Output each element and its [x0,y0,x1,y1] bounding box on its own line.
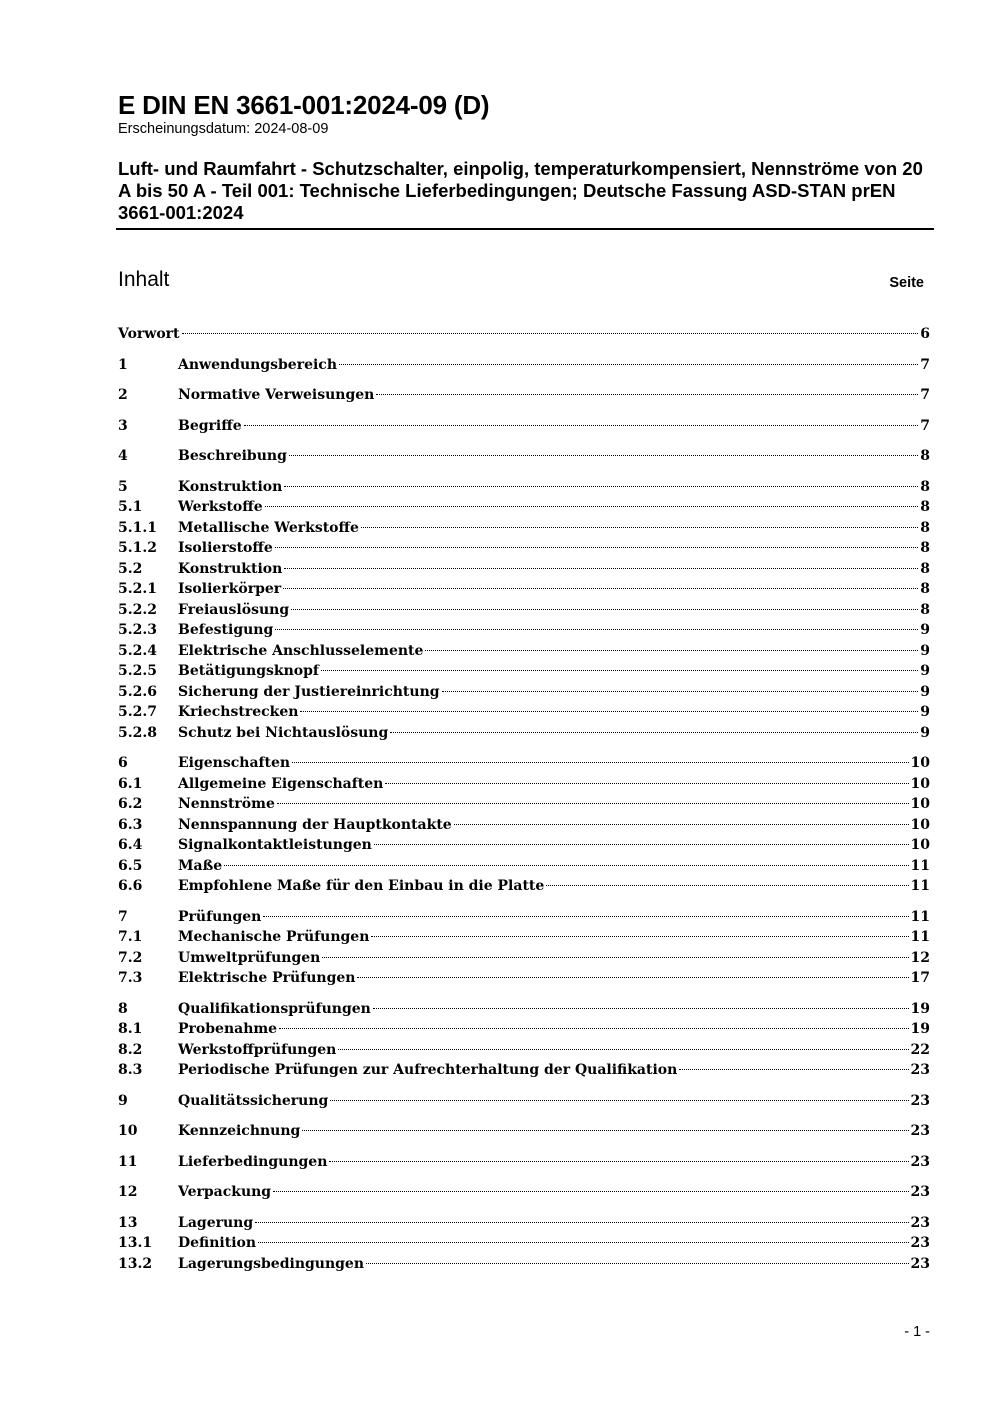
toc-entry-number: 5.2.5 [118,663,157,679]
toc-entry[interactable] [118,1091,930,1112]
toc-entry-title[interactable]: Konstruktion [178,478,283,495]
toc-entry[interactable] [118,1233,930,1254]
toc-entry-number: 7 [118,908,128,925]
toc-dot-leader [321,670,918,671]
toc-dot-leader [277,803,909,804]
toc-entry-title[interactable]: Beschreibung [178,448,287,464]
toc-entry-page[interactable]: 8 [920,601,930,618]
toc-entry-page[interactable]: 6 [920,326,930,342]
toc-entry-page[interactable]: 9 [920,622,930,638]
toc-entry-page[interactable]: 23 [910,1255,930,1272]
toc-entry[interactable] [118,385,930,406]
toc-entry-title[interactable]: Definition [178,1235,257,1251]
toc-entry-title[interactable]: Prüfungen [178,908,262,925]
toc-dot-leader [338,1049,908,1050]
toc-entry-page[interactable]: 11 [910,908,930,925]
toc-entry-page[interactable]: 23 [910,1062,930,1078]
toc-entry-title[interactable]: Umweltprüfungen [178,949,321,966]
toc-entry[interactable] [118,559,930,580]
toc-entry-title[interactable]: Elektrische Prüfungen [178,970,356,986]
toc-dot-leader [244,425,919,426]
toc-entry-title[interactable]: Freiauslösung [178,601,290,618]
toc-entry-number: 6.3 [118,816,143,833]
toc-entry-page[interactable]: 8 [920,540,930,556]
toc-entry-page[interactable]: 10 [910,837,930,853]
toc-entry-page[interactable]: 11 [910,878,930,894]
toc-dot-leader [273,1191,908,1192]
toc-entry-number: 5.2.6 [118,683,157,700]
toc-entry-title[interactable]: Isolierstoffe [178,540,273,556]
toc-entry[interactable] [118,1254,930,1275]
toc-entry-title[interactable]: Vorwort [118,326,180,342]
toc-dot-leader [300,711,918,712]
issue-date: Erscheinungsdatum: 2024-08-09 [118,121,329,137]
page-column-label: Seite [889,275,924,291]
toc-entry-title[interactable]: Verpackung [178,1184,272,1200]
toc-entry-number: 5.2 [118,560,143,577]
toc-entry-number: 5.2.1 [118,581,157,597]
toc-entry-page[interactable]: 23 [910,1235,930,1251]
toc-entry[interactable] [118,968,930,989]
table-of-contents [118,324,930,1274]
toc-entry[interactable] [118,497,930,518]
toc-entry-page[interactable]: 23 [910,1123,930,1139]
toc-dot-leader [373,1008,909,1009]
toc-entry[interactable] [118,856,930,877]
toc-entry-page[interactable]: 23 [910,1153,930,1170]
toc-dot-leader [679,1069,908,1070]
toc-entry[interactable] [118,948,930,969]
toc-entry-title[interactable]: Nennspannung der Hauptkontakte [178,816,452,833]
toc-entry[interactable] [118,794,930,815]
toc-dot-leader [182,333,919,334]
toc-entry-title[interactable]: Begriffe [178,417,242,434]
document-id: E DIN EN 3661-001:2024-09 (D) [118,90,490,120]
toc-dot-leader [454,824,909,825]
toc-entry-number: 5.2.2 [118,601,157,618]
toc-dot-leader [284,486,918,487]
toc-entry[interactable] [118,1040,930,1061]
toc-entry[interactable] [118,661,930,682]
toc-entry-number: 9 [118,1092,128,1109]
toc-entry-number: 3 [118,417,128,434]
toc-dot-leader [322,957,908,958]
toc-entry-page[interactable]: 8 [920,560,930,577]
toc-entry-page[interactable]: 7 [920,417,930,434]
toc-entry-page[interactable]: 9 [920,663,930,679]
toc-dot-leader [546,885,908,886]
toc-entry[interactable] [118,620,930,641]
toc-entry-number: 13.1 [118,1235,153,1251]
toc-entry-number: 6.1 [118,775,143,792]
toc-entry-number: 5 [118,478,128,495]
toc-dot-leader [339,364,918,365]
toc-dot-leader [442,691,919,692]
toc-entry-page[interactable]: 19 [910,1000,930,1017]
toc-entry-page[interactable]: 23 [910,1184,930,1200]
toc-entry-page[interactable]: 11 [910,857,930,874]
toc-entry-number: 8.3 [118,1062,143,1078]
toc-entry-title[interactable]: Normative Verweisungen [178,387,375,403]
toc-entry-title[interactable]: Schutz bei Nichtauslösung [178,724,389,741]
toc-entry-number: 6.2 [118,796,143,812]
toc-dot-leader [275,629,918,630]
toc-entry[interactable] [118,774,930,795]
toc-entry[interactable] [118,324,930,345]
toc-entry-title[interactable]: Allgemeine Eigenschaften [178,775,384,792]
toc-entry[interactable] [118,753,930,774]
toc-entry[interactable] [118,1019,930,1040]
toc-entry-title[interactable]: Mechanische Prüfungen [178,929,370,945]
toc-entry-title[interactable]: Maße [178,857,223,874]
toc-entry-number: 6 [118,755,128,771]
toc-dot-leader [258,1242,908,1243]
toc-entry-number: 5.2.8 [118,724,157,741]
toc-entry[interactable] [118,579,930,600]
toc-entry-title[interactable]: Metallische Werkstoffe [178,519,359,536]
toc-entry[interactable] [118,876,930,897]
toc-entry-title[interactable]: Isolierkörper [178,581,282,597]
toc-entry-page[interactable]: 10 [910,816,930,833]
contents-heading: Inhalt [118,268,170,291]
toc-entry-page[interactable]: 7 [920,356,930,373]
toc-entry[interactable] [118,927,930,948]
toc-entry-number: 12 [118,1184,138,1200]
toc-entry-page[interactable]: 8 [920,581,930,597]
toc-entry-number: 4 [118,448,128,464]
toc-entry[interactable] [118,702,930,723]
toc-entry-number: 1 [118,356,128,373]
toc-entry[interactable] [118,835,930,856]
toc-entry[interactable] [118,1121,930,1142]
toc-dot-leader [265,506,919,507]
toc-entry-page[interactable]: 8 [920,499,930,515]
toc-entry-number: 5.1 [118,499,143,515]
toc-entry-number: 8 [118,1000,128,1017]
toc-entry-title[interactable]: Werkstoffprüfungen [178,1041,337,1058]
toc-dot-leader [390,732,918,733]
toc-entry-page[interactable]: 8 [920,448,930,464]
toc-entry[interactable] [118,416,930,437]
toc-entry-title[interactable]: Betätigungsknopf [178,663,319,679]
toc-entry-number: 13 [118,1214,138,1231]
toc-entry-number: 11 [118,1153,138,1170]
toc-entry-number: 8.2 [118,1041,143,1058]
toc-entry-number: 5.2.3 [118,622,157,638]
toc-entry-number: 7.2 [118,949,143,966]
toc-entry-title[interactable]: Qualitätssicherung [178,1092,329,1109]
toc-entry-title[interactable]: Anwendungsbereich [178,356,337,373]
toc-entry-page[interactable]: 23 [910,1214,930,1231]
toc-entry[interactable] [118,1213,930,1234]
toc-entry-page[interactable]: 8 [920,519,930,536]
toc-dot-leader [224,865,908,866]
toc-entry-title[interactable]: Sicherung der Justiereinrichtung [178,683,440,700]
toc-entry[interactable] [118,518,930,539]
toc-entry[interactable] [118,723,930,744]
toc-entry-number: 6.5 [118,857,143,874]
toc-entry[interactable] [118,907,930,928]
toc-dot-leader [330,1100,908,1101]
toc-entry-title[interactable]: Eigenschaften [178,755,291,771]
toc-entry-title[interactable]: Periodische Prüfungen zur Aufrechterhaltung der Qualifikation [178,1062,678,1078]
toc-entry-title[interactable]: Nennströme [178,796,275,812]
toc-entry-title[interactable]: Qualifikationsprüfungen [178,1000,371,1017]
toc-entry[interactable] [118,999,930,1020]
toc-entry-title[interactable]: Probenahme [178,1021,278,1037]
toc-entry-title[interactable]: Signalkontaktleistungen [178,837,372,853]
toc-dot-leader [374,844,909,845]
toc-entry-page[interactable]: 17 [910,970,930,986]
toc-dot-leader [283,588,918,589]
toc-dot-leader [279,1028,908,1029]
toc-entry-number: 2 [118,387,128,403]
toc-entry-number: 10 [118,1123,138,1139]
toc-entry-title[interactable]: Kennzeichnung [178,1123,301,1139]
toc-entry-title[interactable]: Empfohlene Maße für den Einbau in die Platte [178,878,545,894]
toc-entry-number: 6.4 [118,837,143,853]
toc-entry-number: 8.1 [118,1021,143,1037]
toc-entry[interactable] [118,1060,930,1081]
toc-entry-title[interactable]: Lagerungsbedingungen [178,1255,365,1272]
toc-entry-page[interactable]: 10 [910,775,930,792]
toc-entry-page[interactable]: 9 [920,724,930,741]
toc-entry-number: 6.6 [118,878,143,894]
toc-dot-leader [425,650,918,651]
toc-dot-leader [376,394,918,395]
toc-entry-title[interactable]: Elektrische Anschlusselemente [178,642,424,659]
toc-entry-title[interactable]: Konstruktion [178,560,283,577]
toc-dot-leader [366,1263,908,1264]
toc-entry[interactable] [118,600,930,621]
toc-entry[interactable] [118,477,930,498]
page-number: - 1 - [904,1324,930,1340]
toc-dot-leader [284,568,918,569]
toc-entry-page[interactable]: 12 [910,949,930,966]
toc-dot-leader [371,936,908,937]
toc-dot-leader [357,977,908,978]
toc-entry-number: 7.1 [118,929,143,945]
toc-dot-leader [275,547,918,548]
toc-entry[interactable] [118,815,930,836]
toc-entry-title[interactable]: Lieferbedingungen [178,1153,328,1170]
toc-dot-leader [292,762,908,763]
toc-entry-page[interactable]: 19 [910,1021,930,1037]
toc-entry[interactable] [118,1182,930,1203]
toc-entry-page[interactable]: 10 [910,796,930,812]
title-rule [116,228,934,230]
toc-entry-page[interactable]: 9 [920,704,930,720]
document-title: Luft- und Raumfahrt - Schutzschalter, einpolig, temperaturkompensiert, Nennströme von 20 A bis 50 A - Teil 001: Technische Lieferbedingungen; Deutsche Fassung ASD-STAN prEN 3661-001:2024 [118,158,923,223]
toc-entry-page[interactable]: 23 [910,1092,930,1109]
toc-entry[interactable] [118,446,930,467]
toc-entry-number: 7.3 [118,970,143,986]
toc-entry-page[interactable]: 22 [910,1041,930,1058]
toc-entry-number: 5.1.1 [118,519,157,536]
toc-entry[interactable] [118,641,930,662]
toc-dot-leader [291,609,918,610]
toc-entry[interactable] [118,538,930,559]
toc-entry[interactable] [118,682,930,703]
toc-entry-title[interactable]: Lagerung [178,1214,254,1231]
toc-entry-title[interactable]: Kriechstrecken [178,704,299,720]
toc-entry-number: 5.1.2 [118,540,157,556]
toc-entry-page[interactable]: 7 [920,387,930,403]
toc-dot-leader [361,527,918,528]
toc-entry-number: 5.2.4 [118,642,157,659]
toc-entry-page[interactable]: 9 [920,642,930,659]
toc-dot-leader [255,1222,908,1223]
toc-dot-leader [263,916,908,917]
toc-dot-leader [329,1161,908,1162]
toc-entry[interactable] [118,355,930,376]
toc-dot-leader [385,783,908,784]
toc-entry-page[interactable]: 9 [920,683,930,700]
toc-entry-number: 13.2 [118,1255,153,1272]
toc-dot-leader [302,1130,908,1131]
toc-entry-title[interactable]: Werkstoffe [178,499,263,515]
toc-entry-number: 5.2.7 [118,704,157,720]
toc-entry-page[interactable]: 11 [910,929,930,945]
toc-entry-title[interactable]: Befestigung [178,622,274,638]
toc-dot-leader [289,455,918,456]
toc-entry-page[interactable]: 8 [920,478,930,495]
toc-entry-page[interactable]: 10 [910,755,930,771]
toc-entry[interactable] [118,1152,930,1173]
